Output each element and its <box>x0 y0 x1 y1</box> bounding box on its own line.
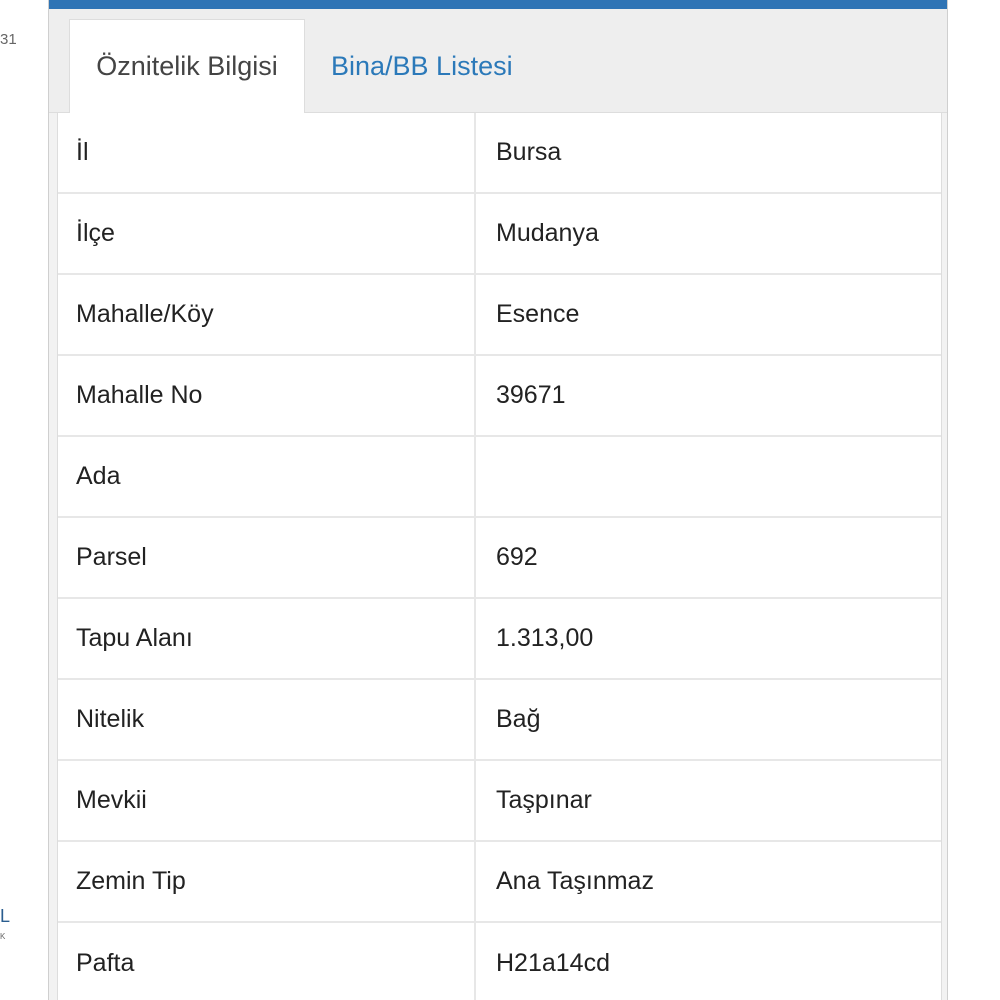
row-label-deed-area: Tapu Alanı <box>58 599 476 678</box>
row-value-deed-area: 1.313,00 <box>496 624 594 652</box>
row-value-map-sheet: H21a14cd <box>496 949 610 977</box>
parcel-info-panel <box>48 0 948 1000</box>
row-label-neighborhood-no: Mahalle No <box>58 356 476 435</box>
panel-header-bar <box>49 0 947 9</box>
table-row <box>58 194 941 275</box>
row-value-quality: Bağ <box>496 705 541 733</box>
table-row <box>58 599 941 680</box>
table-row <box>58 437 941 518</box>
row-label-ground-type: Zemin Tip <box>58 842 476 921</box>
table-row <box>58 842 941 923</box>
table-row <box>58 761 941 842</box>
tab-bar <box>49 9 947 113</box>
row-label-block: Ada <box>58 437 476 516</box>
row-value-block <box>476 437 943 516</box>
table-row <box>58 356 941 437</box>
row-label-neighborhood: Mahalle/Köy <box>58 275 476 354</box>
row-label-map-sheet: Pafta <box>58 923 476 1000</box>
row-label-province: İl <box>58 113 476 192</box>
row-value-neighborhood: Esence <box>496 300 580 328</box>
attribute-table <box>57 113 942 1000</box>
row-value-parcel: 692 <box>496 543 538 571</box>
table-row <box>58 518 941 599</box>
row-label-quality: Nitelik <box>58 680 476 759</box>
row-value-locality: Taşpınar <box>496 786 592 814</box>
left-edge-fragment-top: 31 <box>0 31 17 48</box>
tab-attribute-info[interactable]: Öznitelik Bilgisi <box>69 19 305 113</box>
table-row <box>58 923 941 1000</box>
row-label-parcel: Parsel <box>58 518 476 597</box>
row-value-province: Bursa <box>496 138 562 166</box>
row-label-district: İlçe <box>58 194 476 273</box>
tab-building-list[interactable]: Bina/BB Listesi <box>331 50 513 81</box>
table-row <box>58 113 941 194</box>
row-value-neighborhood-no: 39671 <box>496 381 566 409</box>
table-row <box>58 275 941 356</box>
left-edge-fragment-bottom: L <box>0 906 11 926</box>
table-row <box>58 680 941 761</box>
row-label-locality: Mevkii <box>58 761 476 840</box>
row-value-ground-type: Ana Taşınmaz <box>496 867 654 895</box>
row-value-district: Mudanya <box>496 219 599 247</box>
left-edge-fragment-small: K <box>0 932 6 941</box>
